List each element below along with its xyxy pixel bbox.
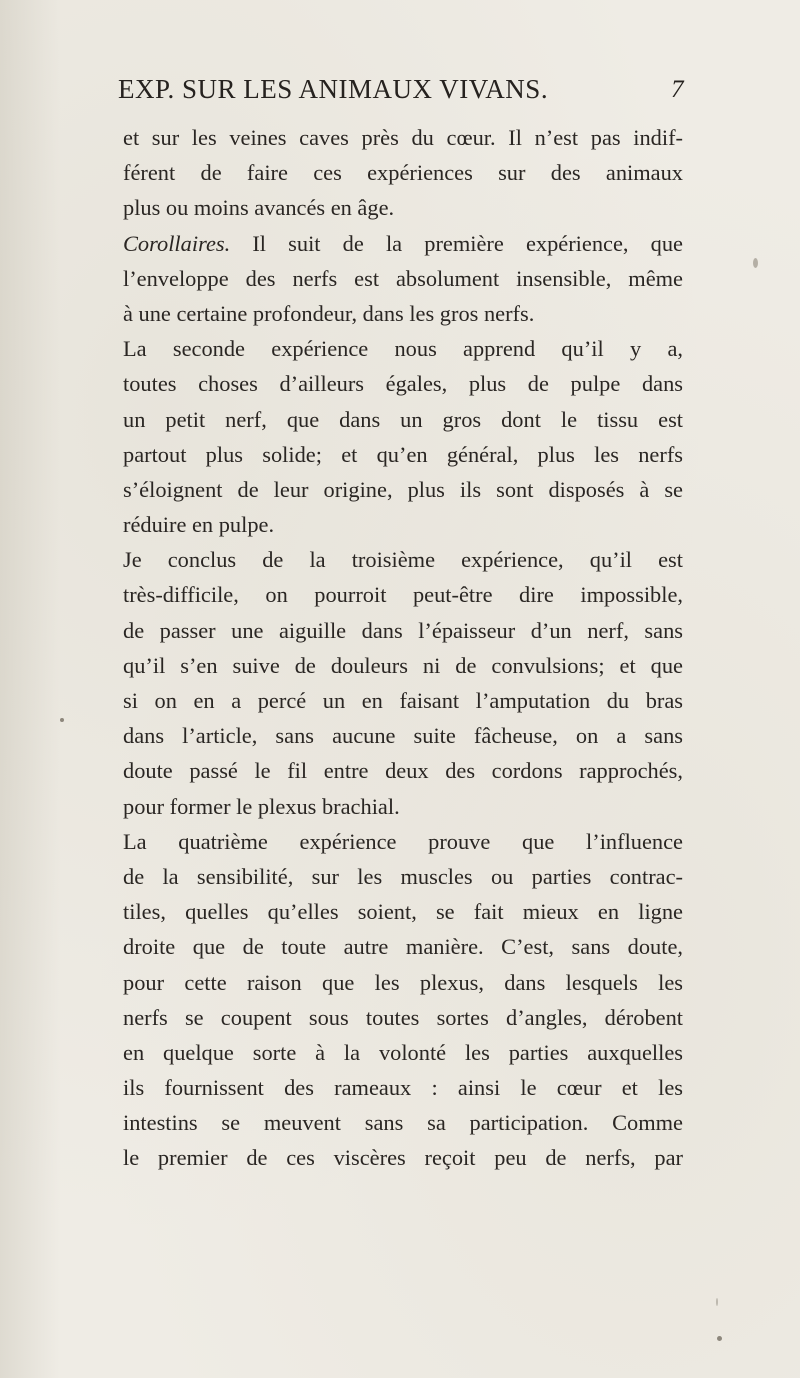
page-number: 7 xyxy=(671,76,684,103)
text-line: doute passé le fil entre deux des cordons rapprochés, xyxy=(123,758,683,784)
text-line: s’éloignent de leur origine, plus ils sont disposés à se xyxy=(123,476,683,502)
text-line: férent de faire ces expériences sur des animaux xyxy=(123,160,683,186)
text-line: si on en a percé un en faisant l’amputation du bras xyxy=(123,688,683,713)
text-line: et sur les veines caves près du cœur. Il n’est pas indif- xyxy=(123,125,683,150)
paper-speck xyxy=(753,258,758,268)
text-line: plus ou moins avancés en âge. xyxy=(123,195,395,221)
text-line: tiles, quelles qu’elles soient, se fait mieux en ligne xyxy=(123,899,683,925)
text-line: en quelque sorte à la volonté les parties auxquelles xyxy=(123,1039,683,1065)
text-line: nerfs se coupent sous toutes sortes d’angles, dérobent xyxy=(123,1004,683,1030)
paragraph-quatrieme-experience xyxy=(123,824,683,1176)
running-head xyxy=(118,74,684,110)
text-run: Il suit de la première expérience, que xyxy=(230,230,683,256)
text-line: un petit nerf, que dans un gros dont le tissu est xyxy=(123,406,683,432)
text-line: partout plus solide; et qu’en général, plus les nerfs xyxy=(123,441,683,467)
paper-speck xyxy=(716,1298,718,1306)
corollaires-heading: Corollaires. xyxy=(123,230,231,256)
paper-speck xyxy=(60,718,64,722)
text-line: très-difficile, on pourroit peut-être dire impossible, xyxy=(123,582,683,608)
text-line: toutes choses d’ailleurs égales, plus de pulpe dans xyxy=(123,371,683,397)
text-line: pour cette raison que les plexus, dans lesquels les xyxy=(123,969,683,995)
text-line: réduire en pulpe. xyxy=(123,512,275,538)
text-line: pour former le plexus brachial. xyxy=(123,793,400,819)
text-line: Je conclus de la troisième expérience, qu’il est xyxy=(123,547,683,573)
text-line: de passer une aiguille dans l’épaisseur d’un nerf, sans xyxy=(123,617,683,643)
text-line: qu’il s’en suive de douleurs ni de convulsions; et que xyxy=(123,652,683,678)
text-line: ils fournissent des rameaux : ainsi le cœur et les xyxy=(123,1075,683,1101)
paper-speck xyxy=(717,1336,722,1341)
text-line: intestins se meuvent sans sa participation. Comme xyxy=(123,1110,683,1136)
text-line: à une certaine profondeur, dans les gros nerfs. xyxy=(123,300,535,326)
paragraph-continuation xyxy=(123,120,683,226)
text-line: l’enveloppe des nerfs est absolument insensible, même xyxy=(123,265,683,291)
text-line: La seconde expérience nous apprend qu’il y a, xyxy=(123,336,683,362)
text-line: dans l’article, sans aucune suite fâcheuse, on a sans xyxy=(123,723,683,749)
body-text xyxy=(123,120,683,1176)
text-line: droite que de toute autre manière. C’est, sans doute, xyxy=(123,934,683,960)
running-head-title: EXP. SUR LES ANIMAUX VIVANS. xyxy=(118,74,549,104)
paragraph-seconde-experience xyxy=(123,331,683,542)
paragraph-corollaires xyxy=(123,226,683,332)
text-line: le premier de ces viscères reçoit peu de nerfs, par xyxy=(123,1145,683,1171)
paragraph-troisieme-experience xyxy=(123,542,683,824)
text-line xyxy=(123,226,683,261)
gutter-shadow xyxy=(0,0,60,1378)
text-line: de la sensibilité, sur les muscles ou parties contrac- xyxy=(123,863,683,889)
text-line: La quatrième expérience prouve que l’influence xyxy=(123,828,683,854)
